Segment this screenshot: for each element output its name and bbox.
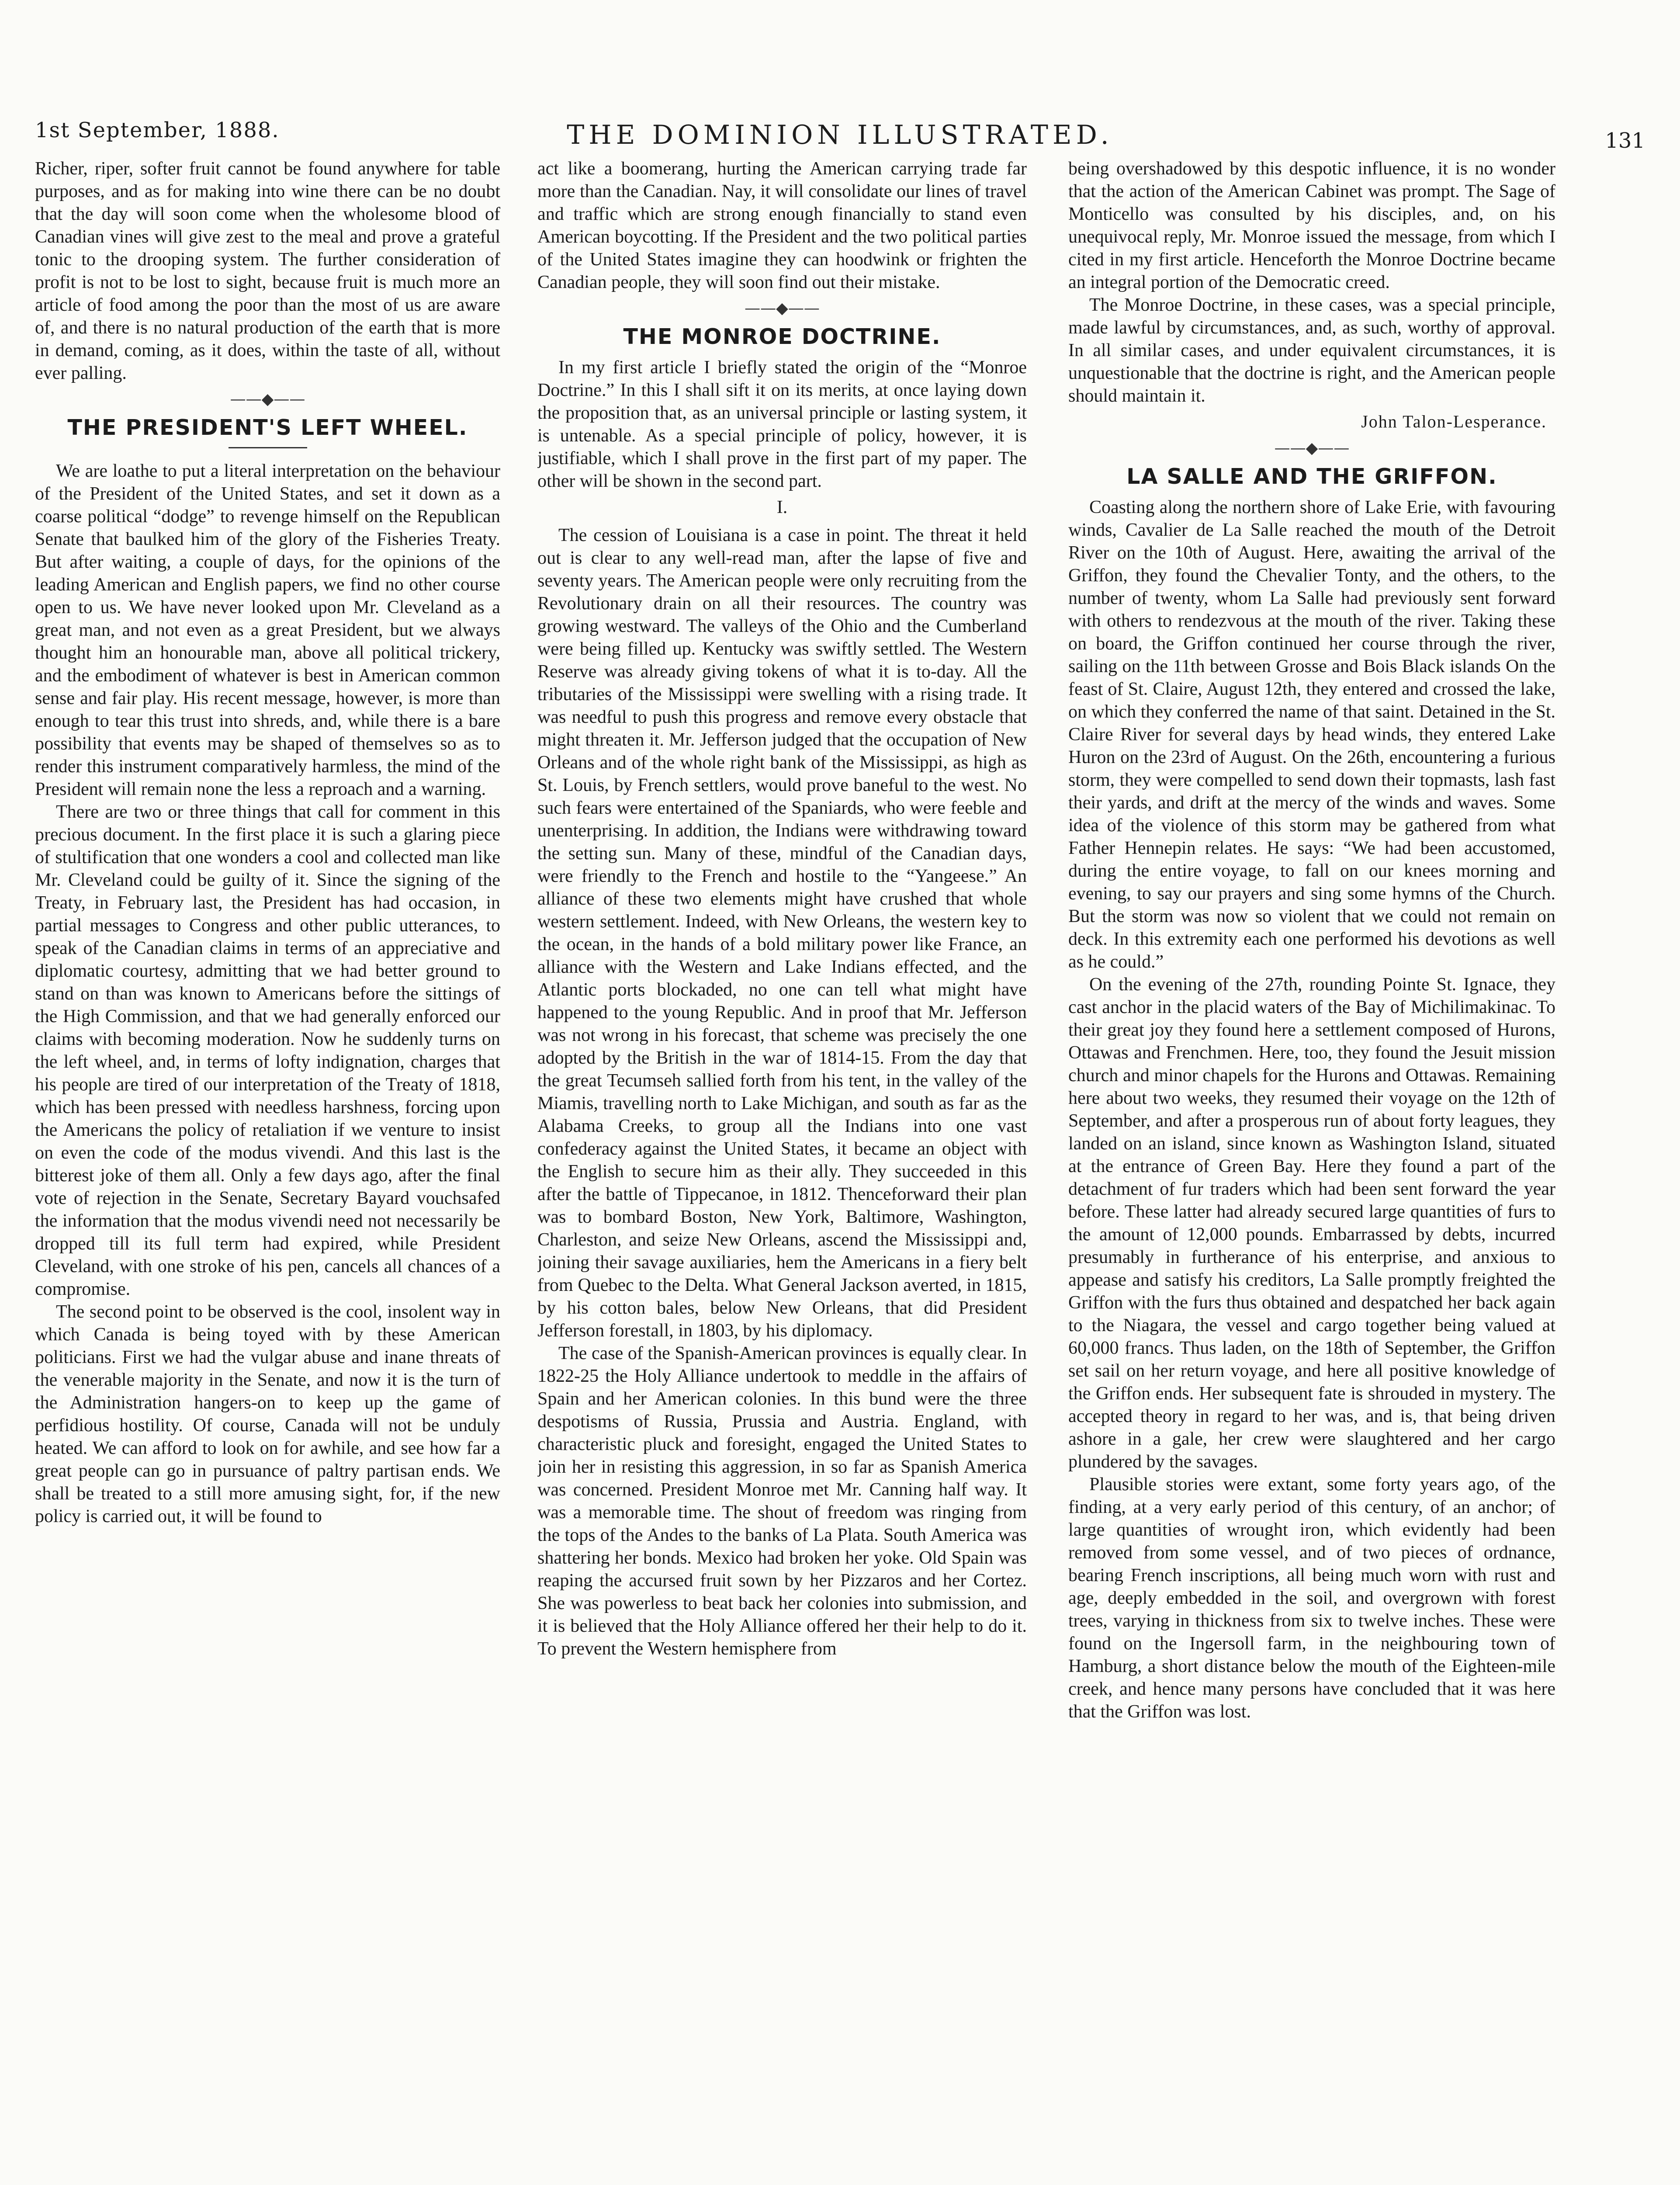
heading-rule bbox=[229, 447, 307, 448]
article-heading-la-salle-griffon: LA SALLE AND THE GRIFFON. bbox=[1126, 464, 1497, 489]
article-continuation: act like a boomerang, hurting the American carrying trade far more than the Canadian. Nay, it will consolidate our lines of travel and traffic which are strong enough financially to stand even American boycotting. If the President and the two political parties of the United States imagine they can hoodwink or frighten the Canadian people, they will soon find out their mistake. bbox=[537, 159, 1027, 292]
article-paragraph: The case of the Spanish-American provinces is equally clear. In 1822-25 the Holy Alliance undertook to meddle in the affairs of Spain and her American colonies. In this bund were the three despotisms of Russia, Prussia and Austria. England, with characteristic pluck and foresight, engaged the United States to join her in resisting this aggression, in so far as Spanish America was concerned. President Monroe met Mr. Canning half way. It was a memorable time. The shout of freedom was ringing from the tops of the Andes to the banks of La Plata. South America was shattering her bonds. Mexico had broken her yoke. Old Spain was reaping the accursed fruit sown by her Pizzaros and her Cortez. She was powerless to beat back her colonies into submission, and it is believed that the Holy Alliance offered her their help to do it. To prevent the Western hemisphere from bbox=[537, 1343, 1027, 1659]
article-paragraph: Coasting along the northern shore of Lake Erie, with favouring winds, Cavalier de La Salle reached the mouth of the Detroit River on the 10th of August. Here, awaiting the arrival of the Griffon, they found the Chevalier Tonty, and the others, to the number of twenty, whom La Salle had previously sent forward with others to rendezvous at the mouth of the river. Taking these on board, the Griffon continued her course through the river, sailing on the 11th between Grosse and Bois Black islands On the feast of St. Claire, August 12th, they entered and crossed the lake, on which they conferred the name of that saint. Detained in the St. Claire River for several days by head winds, they entered Lake Huron on the 23rd of August. On the 26th, encountering a furious storm, they were compelled to send down their topmasts, lash fast their yards, and drift at the mercy of the winds and waves. Some idea of the violence of this storm may be gathered from what Father Hennepin relates. He says: “We had been accustomed, during the entire voyage, to fall on our knees morning and evening, to say our prayers and sing some hymns of the Church. But the storm was now so violent that we could not remain on deck. In this extremity each one performed his devotions as well as he could.” bbox=[1068, 497, 1555, 972]
article-paragraph: The Monroe Doctrine, in these cases, was a special principle, made lawful by circumstances, and, as such, worthy of approval. In all similar cases, and under equivalent circumstances, it is unquestionable that the doctrine is right, and the American people should maintain it. bbox=[1068, 295, 1555, 406]
author-signature: John Talon-Lesperance. bbox=[1361, 412, 1547, 431]
column-1 bbox=[35, 157, 500, 2185]
article-paragraph: The cession of Louisiana is a case in point. The threat it held out is clear to any well-read man, after the lapse of five and seventy years. The American people were only recruiting from the Revolutionary drain on all their resources. The country was growing westward. The valleys of the Ohio and the Cumberland were being filled up. Kentucky was swiftly settled. The Western Reserve was already giving tokens of what it is to-day. All the tributaries of the Mississippi were swelling with a rising trade. It was needful to push this progress and remove every obstacle that might threaten it. Mr. Jefferson judged that the occupation of New Orleans and of the whole right bank of the Mississippi, as high as St. Louis, by French settlers, would prove baneful to the west. No such fears were entertained of the Spaniards, who were feeble and unenterprising. In addition, the Indians were withdrawing toward the setting sun. Many of these, mindful of the Canadian days, were friendly to the French and hostile to the “Yangeese.” An alliance of these two elements might have crushed that whole western settlement. Indeed, with New Orleans, the western key to the ocean, in the hands of a bold military power like France, an alliance with the Western and Lake Indians effected, and the Atlantic ports blockaded, no one can tell what might have happened to the young Republic. And in proof that Mr. Jefferson was not wrong in his forecast, that scheme was precisely the one adopted by the British in the war of 1814-15. From the day that the great Tecumseh sallied forth from his tent, in the valley of the Miamis, travelling north to Lake Michigan, and south as far as the Alabama Creeks, to group all the Indians into one vast confederacy against the United States, it became an object with the English to secure him as their ally. They succeeded in this after the battle of Tippecanoe, in 1812. Thenceforward their plan was to bombard Boston, New York, Baltimore, Washington, Charleston, and seize New Orleans, ascend the Mississippi and, joining their savage auxiliaries, hem the Americans in a fiery belt from Quebec to the Delta. What General Jackson averted, in 1815, by his cotton bales, below New Orleans, that did President Jefferson forestall, in 1803, by his diplomacy. bbox=[537, 525, 1027, 1341]
article-continuation: Richer, riper, softer fruit cannot be found anywhere for table purposes, and as for making into wine there can be no doubt that the day will soon come when the wholesome blood of Canadian vines will give zest to the meal and prove a grateful tonic to the drooping system. The further consideration of profit is not to be lost to sight, because fruit is much more an article of food among the poor than the most of us are aware of, and there is no natural production of the earth that is more in demand, coming, as it does, within the taste of all, without ever palling. bbox=[35, 159, 500, 383]
article-heading-monroe-doctrine: THE MONROE DOCTRINE. bbox=[623, 324, 941, 349]
section-divider: ——◆—— bbox=[230, 390, 305, 408]
article-paragraph: The second point to be observed is the cool, insolent way in which Canada is being toyed with by these American politicians. First we had the vulgar abuse and inane threats of the venerable majority in the Senate, and now it is the turn of the Administration hangers-on to keep up the game of perfidious hostility. Of course, Canada will not be unduly heated. We can afford to look on for awhile, and see how far a great people can go in pursuance of paltry partisan ends. We shall be treated to a still more amusing sight, for, if the new policy is carried out, it will be found to bbox=[35, 1302, 500, 1526]
article-continuation: being overshadowed by this despotic influence, it is no wonder that the action of the American Cabinet was prompt. The Sage of Monticello was consulted by his disciples, and, on his unequivocal reply, Mr. Monroe issued the message, from which I cited in my first article. Henceforth the Monroe Doctrine became an integral portion of the Democratic creed. bbox=[1068, 159, 1555, 292]
article-paragraph: On the evening of the 27th, rounding Pointe St. Ignace, they cast anchor in the placid waters of the Bay of Michilimakinac. To their great joy they found here a settlement composed of Hurons, Ottawas and Frenchmen. Here, too, they found the Jesuit mission church and minor chapels for the Hurons and Ottawas. Remaining here about two weeks, they resumed their voyage on the 12th of September, and after a prosperous run of about forty leagues, they landed on an island, since known as Washington Island, situated at the entrance of Green Bay. Here they found a part of the detachment of fur traders which had been sent forward the year before. These latter had already secured large quantities of furs to the amount of 12,000 pounds. Embarrassed by debts, incurred presumably in furtherance of his enterprise, and anxious to appease and satisfy his creditors, La Salle promptly freighted the Griffon with the furs thus obtained and despatched her back again to the Niagara, the vessel and cargo together being valued at 60,000 francs. Thus laden, on the 18th of September, the Griffon set sail on her return voyage, and here all positive knowledge of the Griffon ends. Her subsequent fate is shrouded in mystery. The accepted theory in regard to her was, and is, that being driven ashore in a gale, her crew were slaughtered and her cargo plundered by the savages. bbox=[1068, 975, 1555, 1472]
issue-date: 1st September, 1888. bbox=[35, 118, 280, 142]
column-3 bbox=[1068, 157, 1555, 2185]
article-paragraph: There are two or three things that call for comment in this precious document. In the first place it is such a glaring piece of stultification that one wonders a cool and collected man like Mr. Cleveland could be guilty of it. Since the signing of the Treaty, in February last, the President has had occasion, in partial messages to Congress and other public utterances, to speak of the Canadian claims in terms of an appreciative and diplomatic courtesy, admitting that we had better ground to stand on than was known to Americans before the sittings of the High Commission, and that we had generally enforced our claims with becoming moderation. Now he suddenly turns on the left wheel, and, in terms of lofty indignation, charges that his people are tired of our interpretation of the Treaty of 1818, which has been pressed with needless harshness, forcing upon the Americans the policy of retaliation if we venture to insist on even the code of the modus vivendi. And this last is the bitterest joke of them all. Only a few days ago, after the final vote of rejection in the Senate, Secretary Bayard vouchsafed the information that the modus vivendi need not necessarily be dropped till its full term had expired, while President Cleveland, with one stroke of his pen, cancels all chances of a compromise. bbox=[35, 802, 500, 1299]
masthead bbox=[35, 101, 1645, 157]
publication-title: THE DOMINION ILLUSTRATED. bbox=[567, 120, 1113, 150]
article-paragraph: In my first article I briefly stated the origin of the “Monroe Doctrine.” In this I shall sift it on its merits, at once laying down the proposition that, as an universal principle or lasting system, it is untenable. As a special principle of policy, however, it is justifiable, which I shall prove in the first part of my paper. The other will be shown in the second part. bbox=[537, 357, 1027, 491]
column-2 bbox=[537, 157, 1027, 2185]
section-divider: ——◆—— bbox=[745, 299, 820, 317]
section-divider: ——◆—— bbox=[1274, 439, 1350, 457]
section-number: I. bbox=[776, 497, 788, 517]
article-paragraph: We are loathe to put a literal interpretation on the behaviour of the President of the United States, and set it down as a coarse political “dodge” to revenge himself on the Republican Senate that baulked him of the glory of the Fisheries Treaty. But after waiting, a couple of days, for the opinions of the leading American and English papers, we find no other course open to us. We have never looked upon Mr. Cleveland as a great man, and not even as a great President, but we always thought him an honourable man, above all political trickery, and the embodiment of whatever is best in American common sense and fair play. His recent message, however, is more than enough to tear this trust into shreds, and, while there is a bare possibility that events may be shaped of themselves so as to render this instrument comparatively harmless, the mind of the President will remain none the less a reproach and a warning. bbox=[35, 461, 500, 799]
page-number: 131 bbox=[1605, 128, 1645, 153]
article-paragraph: Plausible stories were extant, some forty years ago, of the finding, at a very early period of this century, of an anchor; of large quantities of wrought iron, which evidently had been removed from some vessel, and of two pieces of ordnance, bearing French inscriptions, all being much worn with rust and age, deeply embedded in the soil, and overgrown with forest trees, varying in thickness from six to twelve inches. These were found on the Ingersoll farm, in the neighbouring town of Hamburg, a short distance below the mouth of the Eighteen-mile creek, and hence many persons have concluded that it was here that the Griffon was lost. bbox=[1068, 1474, 1555, 1722]
article-heading-presidents-left-wheel: THE PRESIDENT'S LEFT WHEEL. bbox=[67, 415, 468, 440]
